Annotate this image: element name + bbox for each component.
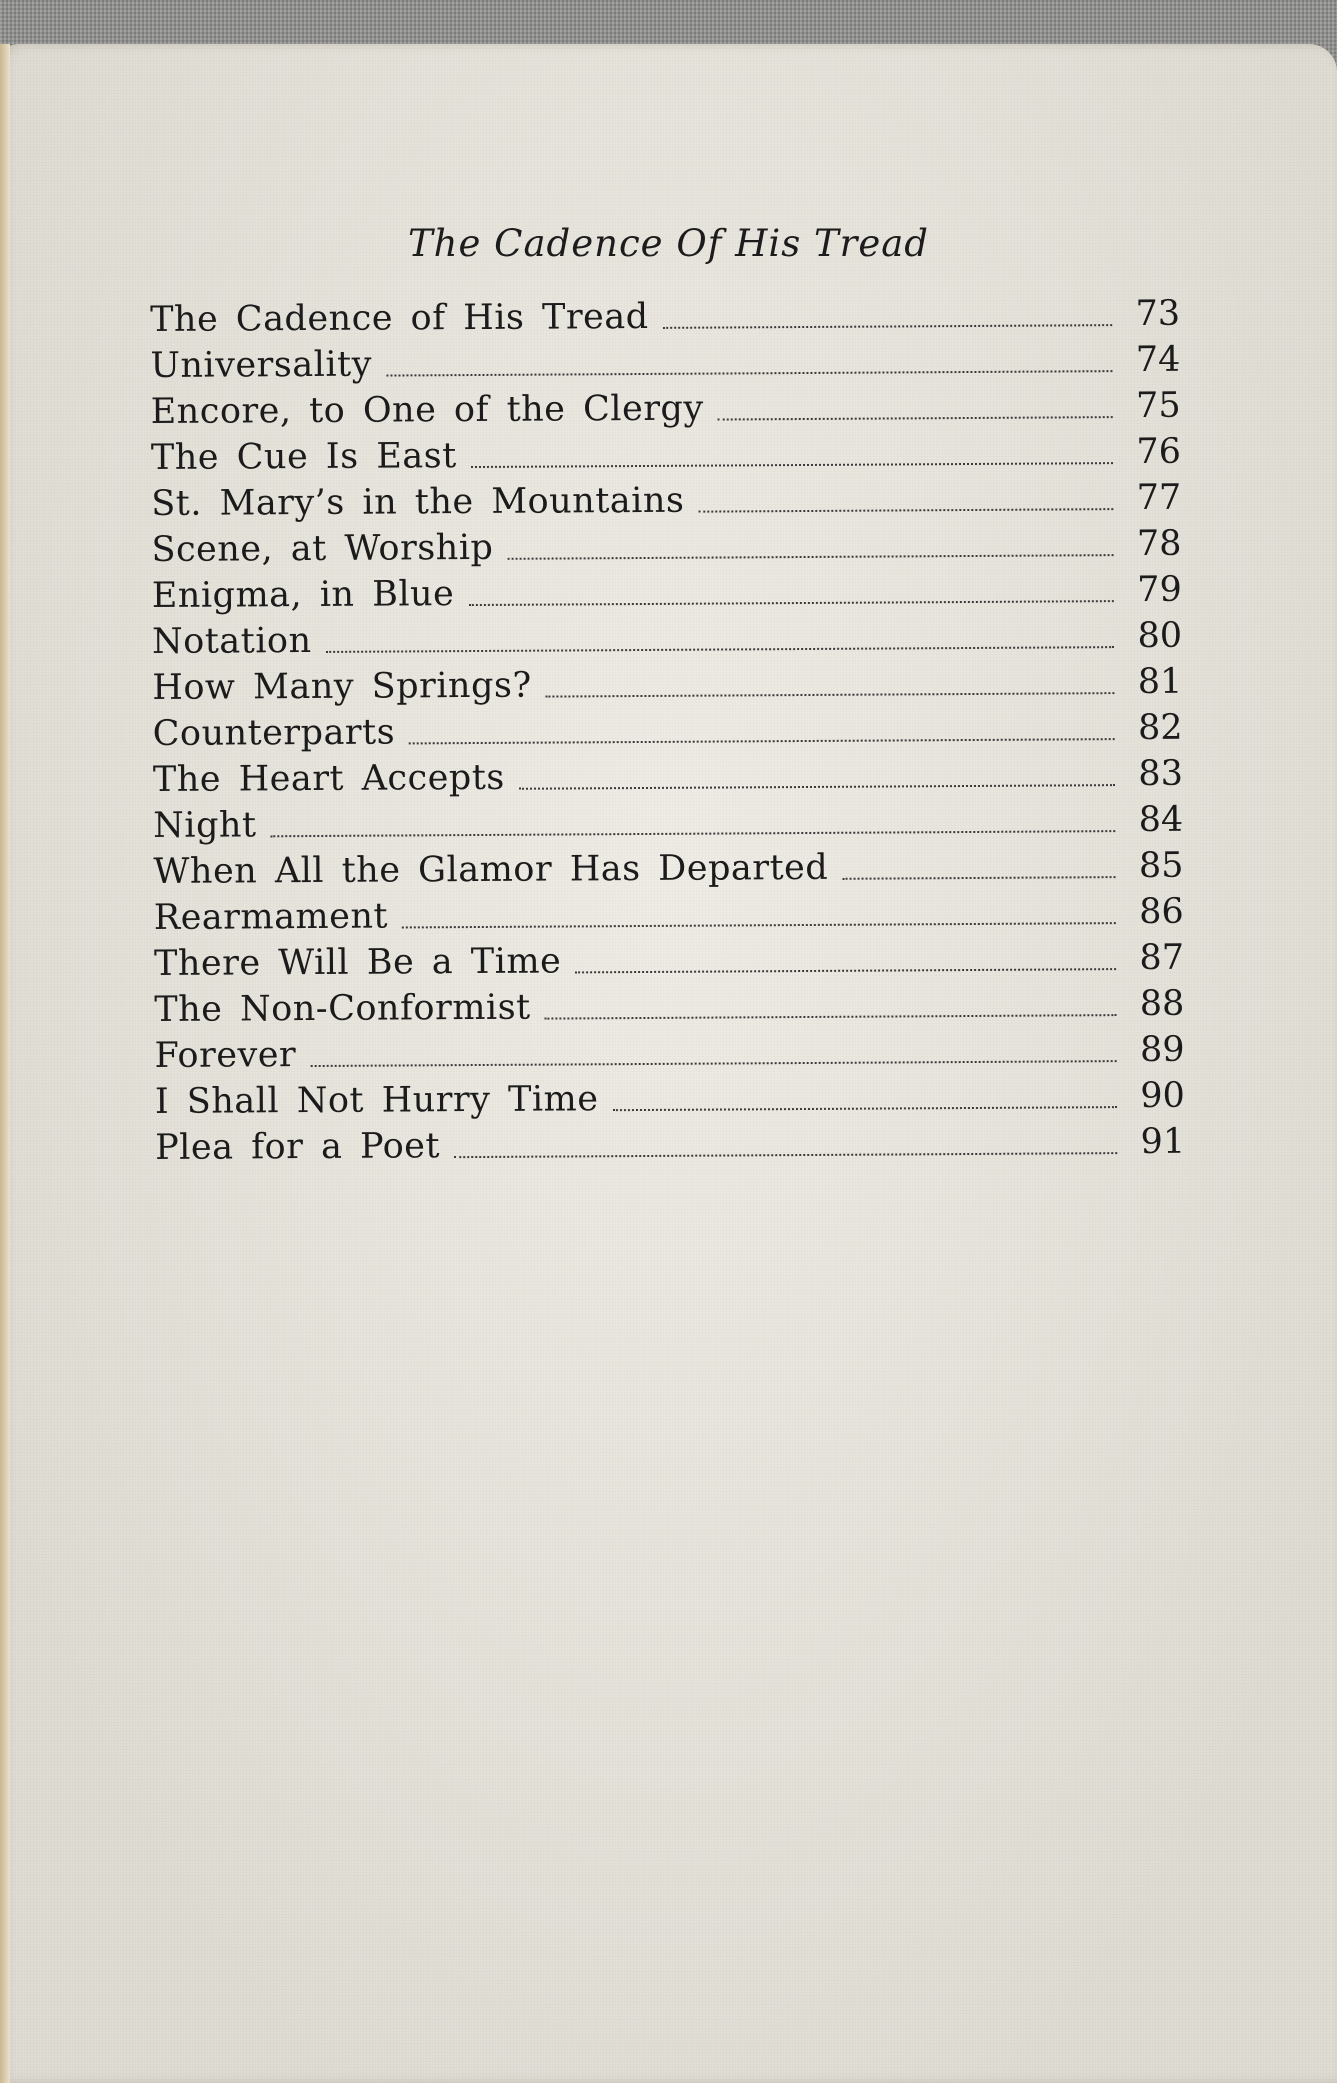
dot-leader bbox=[519, 784, 1115, 790]
toc-page-number: 85 bbox=[1138, 845, 1184, 886]
toc-page-number: 87 bbox=[1139, 937, 1185, 978]
toc-title: Night bbox=[153, 805, 257, 846]
dot-leader bbox=[545, 692, 1114, 697]
toc-entry bbox=[154, 938, 1184, 990]
toc-page-number: 89 bbox=[1139, 1029, 1185, 1070]
toc-title: Scene, at Worship bbox=[151, 527, 494, 570]
toc-page-number: 80 bbox=[1137, 615, 1183, 656]
toc-entry bbox=[153, 708, 1183, 760]
toc-title: How Many Springs? bbox=[152, 665, 532, 708]
toc-entry bbox=[154, 1030, 1184, 1082]
dot-leader bbox=[311, 1060, 1117, 1067]
dot-leader bbox=[454, 1152, 1117, 1158]
dot-leader bbox=[270, 830, 1115, 837]
toc-entry bbox=[151, 386, 1181, 438]
toc-page-number: 81 bbox=[1137, 661, 1183, 702]
toc-title: Universality bbox=[150, 344, 373, 386]
toc-title: Notation bbox=[151, 621, 312, 662]
toc-title: Rearmament bbox=[153, 896, 389, 938]
dot-leader bbox=[409, 738, 1115, 744]
toc-title: There Will Be a Time bbox=[153, 941, 562, 984]
toc-entry bbox=[152, 570, 1182, 622]
toc-title: Encore, to One of the Clergy bbox=[150, 388, 704, 432]
dot-leader bbox=[402, 922, 1116, 928]
toc-page-number: 75 bbox=[1135, 385, 1181, 426]
toc-title: I Shall Not Hurry Time bbox=[154, 1079, 599, 1122]
toc-page-number: 84 bbox=[1138, 799, 1184, 840]
dot-leader bbox=[386, 370, 1112, 376]
dot-leader bbox=[471, 462, 1113, 468]
toc-page-number: 76 bbox=[1136, 431, 1182, 472]
dot-leader bbox=[698, 508, 1113, 513]
toc-title: The Cadence of His Tread bbox=[150, 296, 649, 340]
toc-entry bbox=[150, 340, 1180, 392]
running-header: The Cadence Of His Tread bbox=[408, 222, 929, 265]
toc-entry bbox=[152, 662, 1182, 714]
dot-leader bbox=[613, 1106, 1117, 1111]
toc-page-number: 83 bbox=[1138, 753, 1184, 794]
toc-page-number: 74 bbox=[1135, 339, 1181, 380]
toc-page-number: 82 bbox=[1137, 707, 1183, 748]
toc-entry bbox=[154, 984, 1184, 1036]
toc-entry bbox=[153, 846, 1183, 898]
toc-entry bbox=[152, 616, 1182, 668]
dot-leader bbox=[663, 324, 1112, 329]
toc-page-number: 79 bbox=[1137, 569, 1182, 610]
toc-page-number: 77 bbox=[1136, 477, 1182, 518]
toc-page-number: 90 bbox=[1140, 1075, 1186, 1116]
dot-leader bbox=[575, 968, 1116, 973]
toc-title: Counterparts bbox=[152, 712, 396, 754]
toc-entry bbox=[153, 754, 1183, 806]
toc-entry bbox=[153, 800, 1183, 852]
toc-page-number: 78 bbox=[1136, 523, 1182, 564]
dot-leader bbox=[718, 416, 1113, 420]
dot-leader bbox=[544, 1014, 1116, 1019]
table-of-contents bbox=[150, 294, 1185, 1174]
toc-entry bbox=[154, 892, 1184, 944]
toc-page-number: 88 bbox=[1139, 983, 1185, 1024]
toc-title: Plea for a Poet bbox=[155, 1126, 441, 1168]
toc-entry bbox=[151, 432, 1181, 484]
toc-entry bbox=[155, 1076, 1185, 1128]
toc-title: The Cue Is East bbox=[150, 436, 457, 478]
toc-title: Forever bbox=[154, 1035, 297, 1076]
page-edge bbox=[0, 44, 10, 2083]
toc-title: The Non-Conformist bbox=[154, 987, 531, 1030]
toc-page-number: 73 bbox=[1135, 293, 1181, 334]
toc-title: The Heart Accepts bbox=[152, 757, 505, 800]
toc-title: Enigma, in Blue bbox=[151, 574, 455, 616]
dot-leader bbox=[843, 876, 1116, 880]
toc-page-number: 91 bbox=[1140, 1121, 1186, 1162]
dot-leader bbox=[326, 646, 1114, 653]
toc-title: St. Mary’s in the Mountains bbox=[151, 480, 685, 524]
toc-entry bbox=[150, 294, 1180, 346]
toc-page-number: 86 bbox=[1139, 891, 1184, 932]
toc-entry bbox=[151, 478, 1181, 530]
dot-leader bbox=[469, 600, 1114, 606]
toc-entry bbox=[151, 524, 1181, 576]
toc-entry bbox=[155, 1122, 1185, 1174]
dot-leader bbox=[508, 554, 1114, 560]
toc-title: When All the Glamor Has Departed bbox=[153, 847, 829, 892]
